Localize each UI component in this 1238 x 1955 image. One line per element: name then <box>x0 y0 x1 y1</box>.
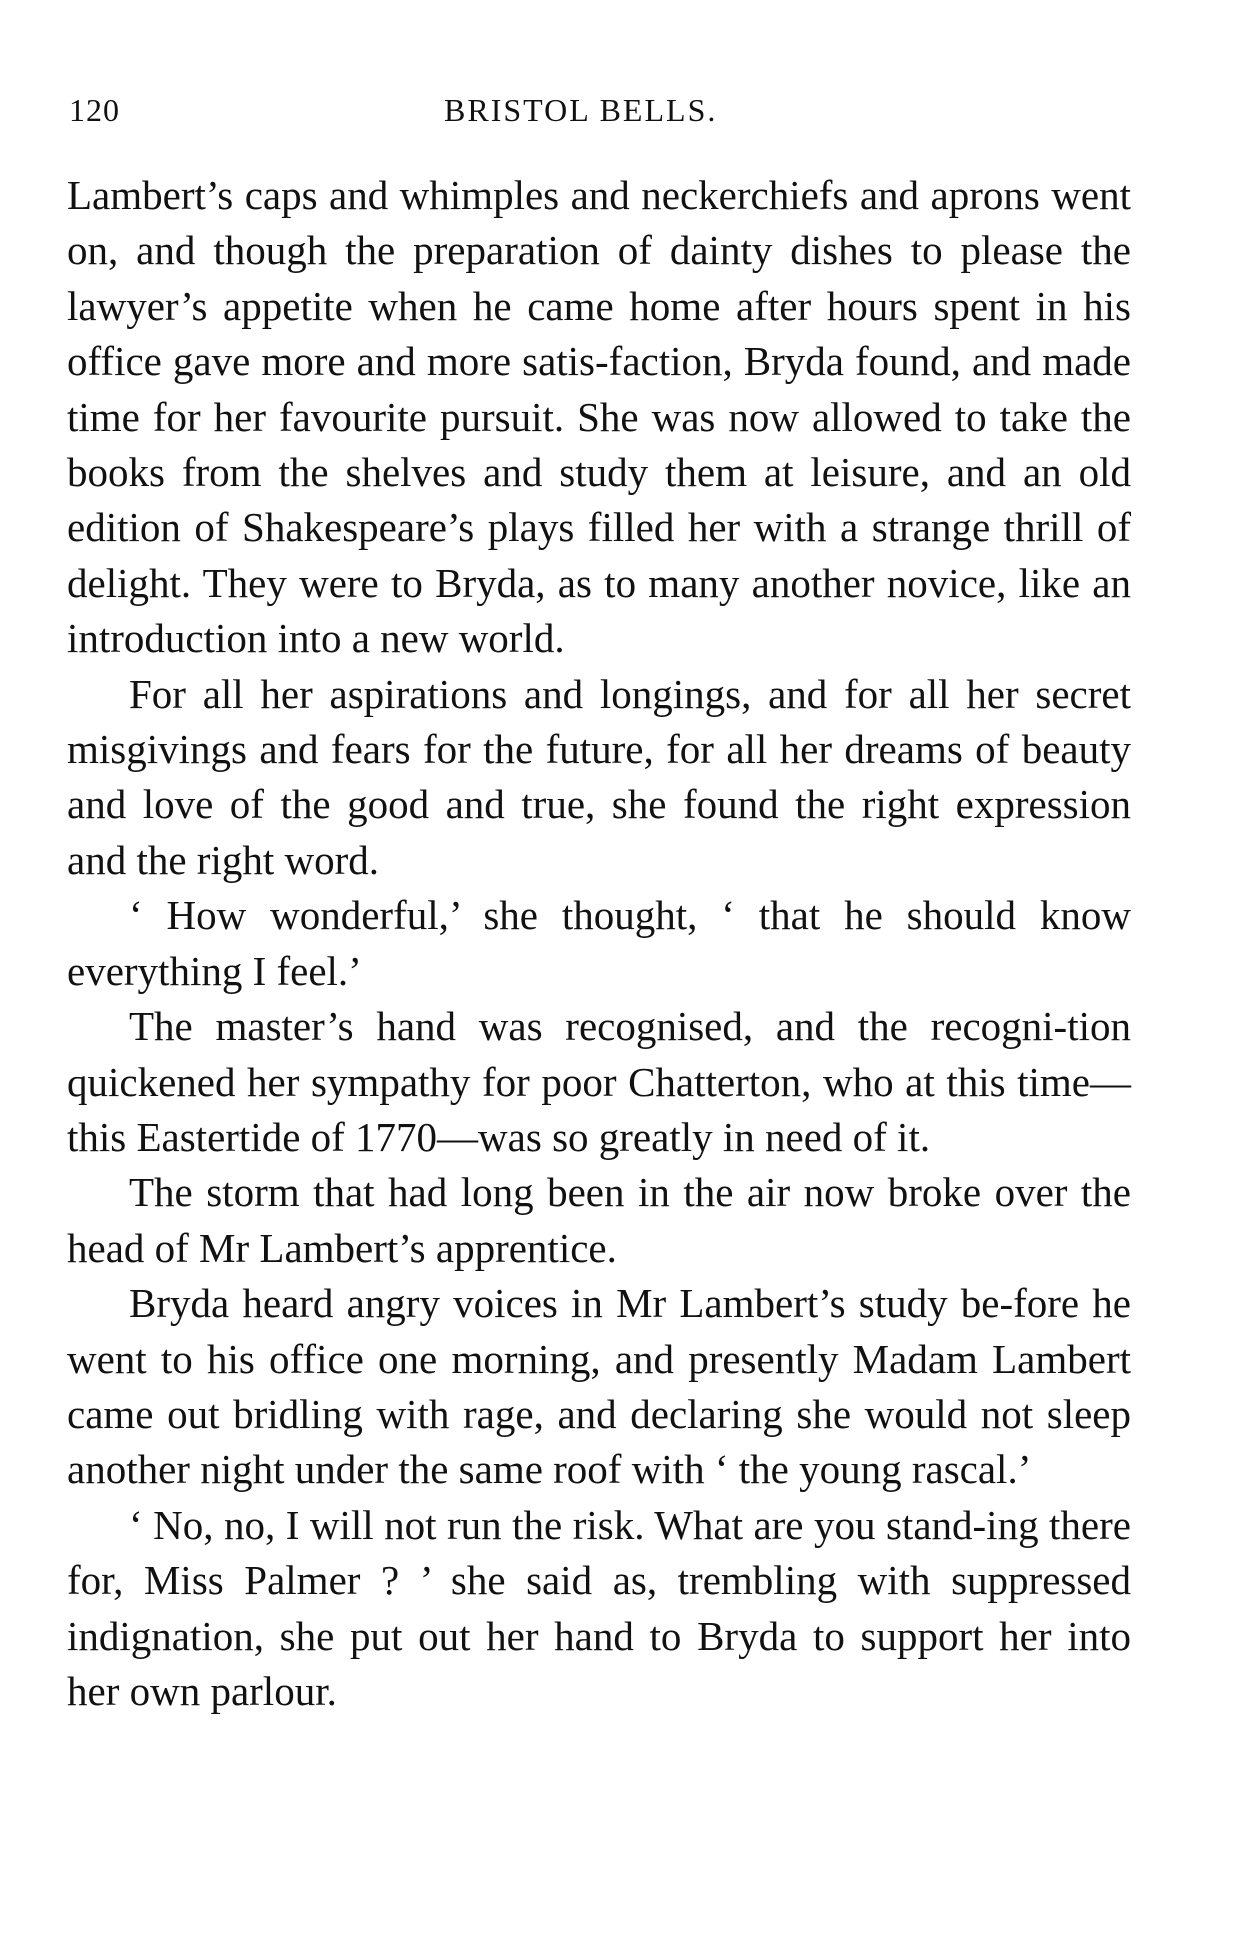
paragraph-6: Bryda heard angry voices in Mr Lambert’s study be-fore he went to his office one morning, and presently Madam Lambert came out bridling with rage, and declaring she would not sleep another night under the same roof with ‘ the young rascal.’ <box>67 1280 1131 1493</box>
running-head <box>69 92 1129 140</box>
page-number: 120 <box>69 92 120 128</box>
paragraph-1: Lambert’s caps and whimples and neckerchiefs and aprons went on, and though the preparation of dainty dishes to please the lawyer’s appetite when he came home after hours spent in his office gave more and more satis-faction, Bryda found, and made time for her favourite pursuit. She was now allowed to take the books from the shelves and study them at leisure, and an old edition of Shakespeare’s plays filled her with a strange thrill of delight. They were to Bryda, as to many another novice, like an introduction into a new world. <box>67 172 1131 662</box>
paragraph-7: ‘ No, no, I will not run the risk. What are you stand-ing there for, Miss Palmer ? ’ she said as, trembling with suppressed indignation, she put out her hand to Bryda to support her into her own parlour. <box>67 1501 1131 1714</box>
body-text <box>67 168 1131 1719</box>
paragraph-3: ‘ How wonderful,’ she thought, ‘ that he should know everything I feel.’ <box>67 892 1131 994</box>
paragraph-5: The storm that had long been in the air now broke over the head of Mr Lambert’s apprentice. <box>67 1169 1131 1271</box>
paragraph-4: The master’s hand was recognised, and the recogni-tion quickened her sympathy for poor Chatterton, who at this time—this Eastertide of 1770—was so greatly in need of it. <box>67 1003 1131 1160</box>
paragraph-2: For all her aspirations and longings, and for all her secret misgivings and fears for the future, for all her dreams of beauty and love of the good and true, she found the right expression and the right word. <box>67 670 1131 883</box>
running-title: BRISTOL BELLS. <box>444 92 718 128</box>
